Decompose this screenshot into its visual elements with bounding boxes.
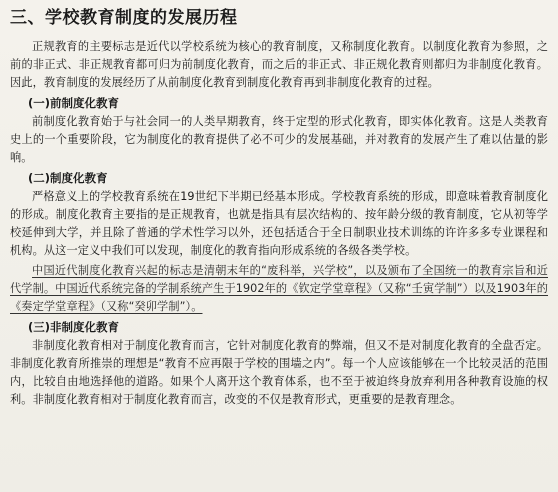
subsection-heading-2: (二)制度化教育	[28, 171, 108, 185]
subsection-body-1: 前制度化教育始于与社会同一的人类早期教育，终于定型的形式化教育，即实体化教育。这是人类教育史上的一个重要阶段，它为制度化的教育提供了必不可少的发展基础，并对教育的发展产生了难以估量的影响。	[10, 115, 548, 164]
section-title: 三、学校教育制度的发展历程	[10, 8, 238, 28]
intro-paragraph: 正规教育的主要标志是近代以学校系统为核心的教育制度，又称制度化教育。以制度化教育为参照，之前的非正式、非正规教育都可归为前制度化教育，而之后的非正式、非正规化教育则都归为非制度化教育。因此，教育制度的发展经历了从前制度化教育到制度化教育再到非制度化教育的过程。	[10, 40, 548, 89]
subsection-body-3: 非制度化教育相对于制度化教育而言，它针对制度化教育的弊端，但又不是对制度化教育的全盘否定。非制度化教育所推崇的理想是“教育不应再限于学校的围墙之内”。每一个人应该能够在一个比较灵活的范围内，比较自由地选择他的道路。如果个人离开这个教育体系，也不至于被迫终身放弃利用各种教育设施的权利。非制度化教育相对于制度化教育而言，改变的不仅是教育形式，更重要的是教育理念。	[10, 339, 548, 406]
subsection-heading-1: (一)前制度化教育	[28, 96, 120, 110]
underlined-text: 中国近代制度化教育兴起的标志是清朝末年的“废科举，兴学校”，以及颁布了全国统一的教育宗旨和近代学制。中国近代系统完备的学制系统产生于1902年的《钦定学堂章程》（又称“壬寅学制”）以及1903年的《奏定学堂章程》（又称“癸卯学制”）。	[10, 264, 549, 313]
subsection-body-2: 严格意义上的学校教育系统在19世纪下半期已经基本形成。学校教育系统的形成，即意味着教育制度化的形成。制度化教育主要指的是正规教育，也就是指具有层次结构的、按年龄分级的教育制度，它从初等学校延伸到大学，并且除了普通的学术性学习以外，还包括适合于全日制职业技术训练的许许多多专业课程和机构。从这一定义中我们可以发现，制度化的教育指向形成系统的各级各类学校。	[10, 190, 548, 257]
subsection-heading-3: (三)非制度化教育	[28, 320, 120, 334]
underlined-key-passage	[10, 262, 548, 316]
